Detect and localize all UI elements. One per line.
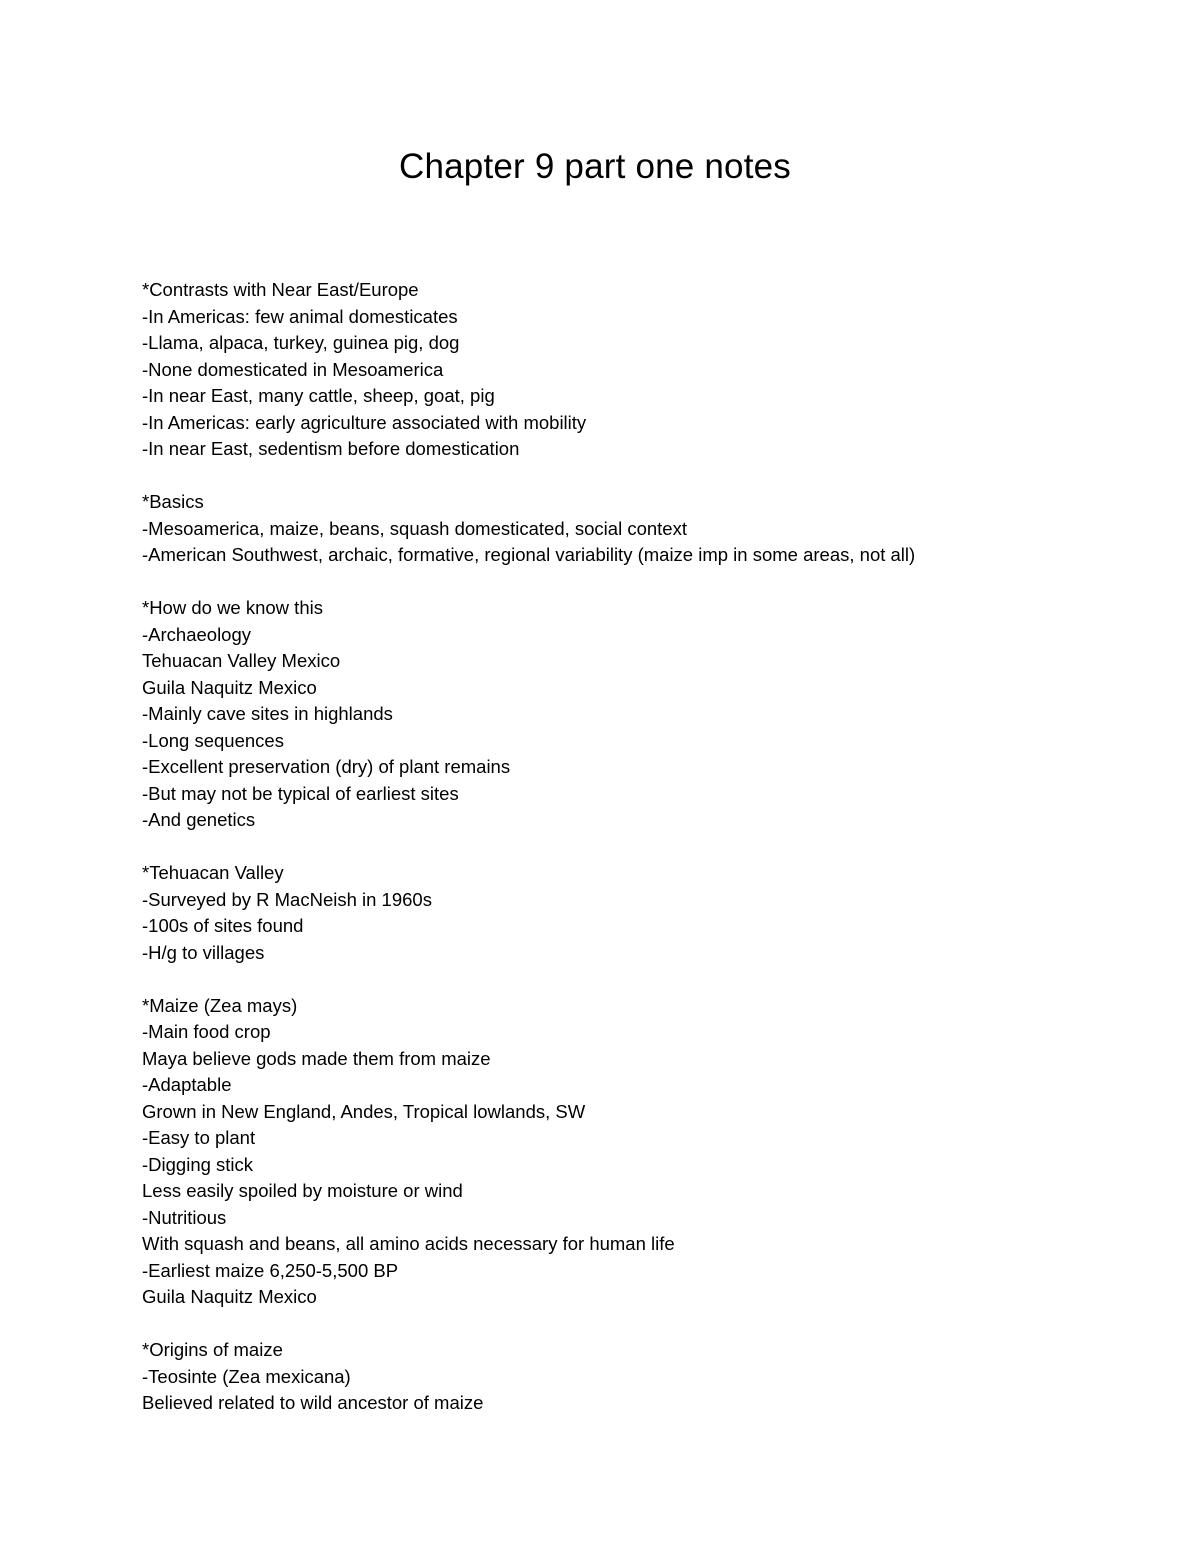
note-line: -Nutritious [142, 1206, 227, 1228]
note-line: -Teosinte (Zea mexicana) [142, 1365, 351, 1387]
notes-section [142, 993, 1142, 1311]
note-line: -Main food crop [142, 1021, 271, 1042]
note-line: -And genetics [142, 809, 256, 830]
note-line: -In Americas: few animal domesticates [142, 305, 458, 327]
note-line: Guila Naquitz Mexico [142, 1286, 317, 1307]
notes-section [142, 860, 1142, 966]
note-line: -Mesoamerica, maize, beans, squash domesticated, social context [142, 517, 687, 539]
note-line: Tehuacan Valley Mexico [142, 650, 341, 671]
note-line: -Excellent preservation (dry) of plant remains [142, 756, 511, 777]
note-line: -American Southwest, archaic, formative, regional variability (maize imp in some areas, not all) [142, 544, 916, 565]
note-line: Believed related to wild ancestor of maize [142, 1392, 484, 1413]
note-line: -None domesticated in Mesoamerica [142, 358, 444, 380]
page-title: Chapter 9 part one notes [398, 147, 791, 186]
notes-section [142, 277, 1142, 463]
note-line: With squash and beans, all amino acids necessary for human life [142, 1233, 675, 1254]
note-line: -In near East, sedentism before domestication [142, 438, 520, 459]
note-line: -Long sequences [142, 729, 284, 751]
note-line: -Llama, alpaca, turkey, guinea pig, dog [142, 332, 460, 353]
note-line: -Earliest maize 6,250-5,500 BP [142, 1259, 399, 1281]
note-line: Guila Naquitz Mexico [142, 676, 317, 698]
section-heading: *Tehuacan Valley [142, 862, 284, 883]
notes-section [142, 489, 1142, 569]
note-line: Maya believe gods made them from maize [142, 1047, 491, 1069]
section-heading: *How do we know this [142, 597, 323, 618]
note-line: -Surveyed by R MacNeish in 1960s [142, 888, 432, 910]
note-line: -Adaptable [142, 1074, 232, 1095]
notes-section [142, 1337, 1142, 1417]
notes-section [142, 595, 1142, 834]
note-line: -Mainly cave sites in highlands [142, 703, 393, 724]
note-line: -Digging stick [142, 1153, 254, 1175]
note-line: -But may not be typical of earliest sites [142, 782, 459, 804]
notes-body [142, 277, 1142, 1443]
section-heading: *Origins of maize [142, 1339, 283, 1360]
note-line: -In Americas: early agriculture associated with mobility [142, 411, 587, 433]
note-line: Less easily spoiled by moisture or wind [142, 1180, 463, 1201]
note-line: -Archaeology [142, 623, 252, 645]
note-line: -H/g to villages [142, 941, 265, 963]
section-heading: *Contrasts with Near East/Europe [142, 279, 419, 300]
note-line: Grown in New England, Andes, Tropical lowlands, SW [142, 1100, 586, 1122]
note-line: -In near East, many cattle, sheep, goat, pig [142, 385, 495, 406]
note-line: -Easy to plant [142, 1127, 256, 1148]
note-line: -100s of sites found [142, 915, 304, 936]
section-heading: *Basics [142, 491, 204, 512]
section-heading: *Maize (Zea mays) [142, 994, 298, 1016]
